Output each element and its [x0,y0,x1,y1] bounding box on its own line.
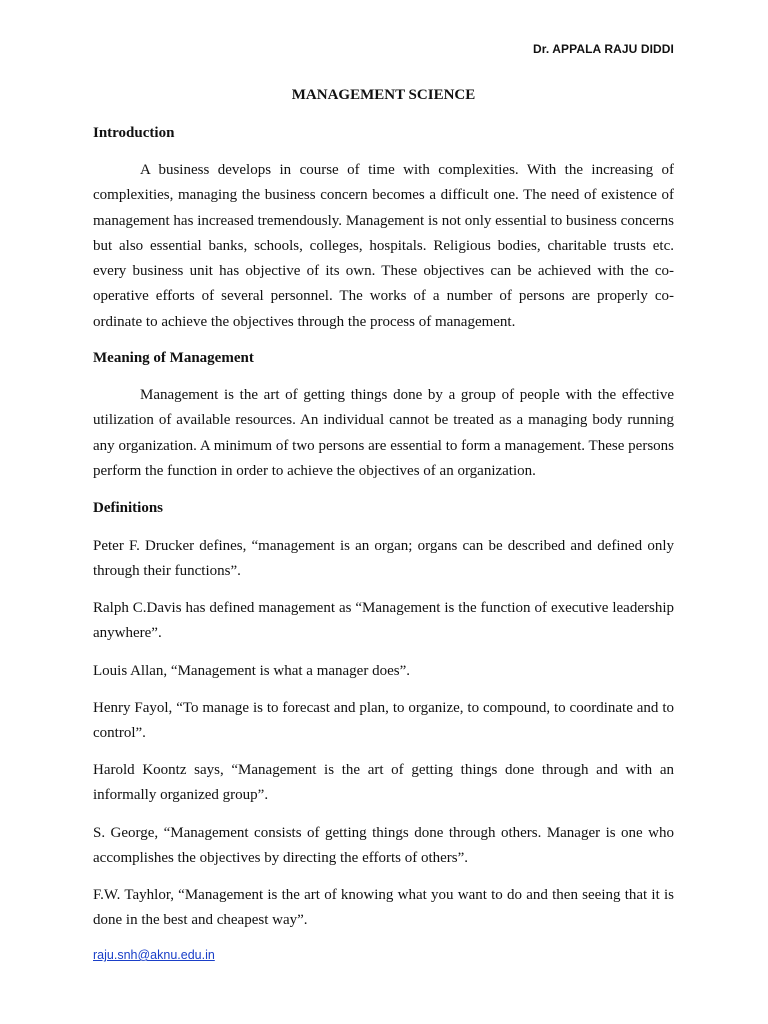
document-title: MANAGEMENT SCIENCE [291,87,476,103]
definition-item: Peter F. Drucker defines, “management is an organ; organs can be described and defined only through their functions”. [93,538,674,580]
section-heading-definitions: Definitions [93,500,164,516]
definition-item: Harold Koontz says, “Management is the art of getting things done through and with an informally organized group”. [93,762,674,804]
definition-item: Ralph C.Davis has defined management as “Management is the function of executive leadership anywhere”. [93,600,674,642]
paragraph-introduction: A business develops in course of time with complexities. With the increasing of complexities, managing the business concern becomes a difficult one. The need of existence of management has increased tremendously. Management is not only essential to business concerns but also essential banks, schools, colleges, hospitals. Religious bodies, charitable trusts etc. every business unit has objective of its own. These objectives can be achieved with the co-operative efforts of several personnel. The works of a number of persons are properly co-ordinate to achieve the objectives through the process of management. [93,162,674,330]
paragraph-meaning: Management is the art of getting things done by a group of people with the effective utilization of available resources. An individual cannot be treated as a managing body running any organization. A minimum of two persons are essential to form a management. These persons perform the function in order to achieve the objectives of an organization. [93,387,674,479]
definition-item: S. George, “Management consists of getting things done through others. Manager is one who accomplishes the objectives by directing the efforts of others”. [93,825,674,867]
definition-item: F.W. Tayhlor, “Management is the art of knowing what you want to do and then seeing that it is done in the best and cheapest way”. [93,887,674,929]
definition-item: Louis Allan, “Management is what a manager does”. [93,663,410,679]
section-heading-meaning: Meaning of Management [93,350,254,366]
header-author: Dr. APPALA RAJU DIDDI [532,42,674,56]
definition-item: Henry Fayol, “To manage is to forecast and plan, to organize, to compound, to coordinate and to control”. [93,700,674,742]
section-heading-introduction: Introduction [93,125,175,141]
footer-email-link[interactable]: raju.snh@aknu.edu.in [93,948,215,962]
